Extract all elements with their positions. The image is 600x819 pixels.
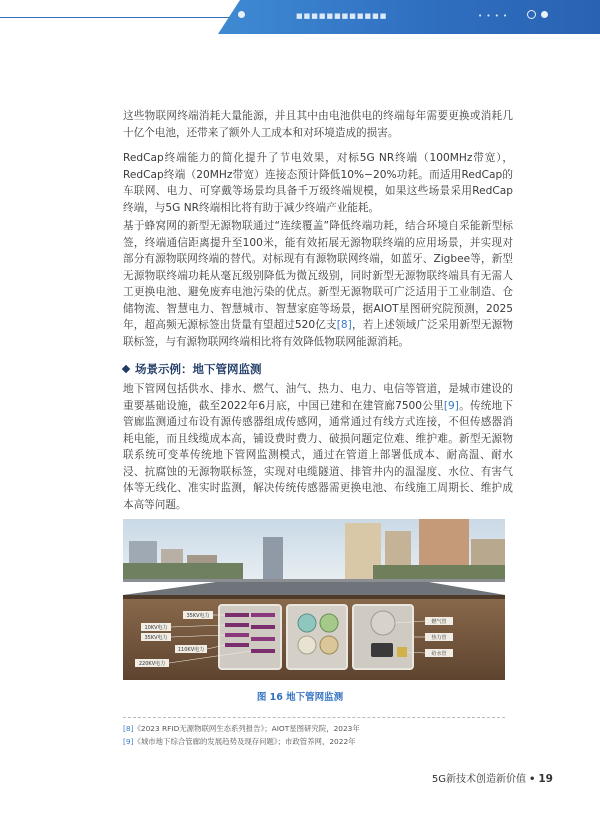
footer-title: 5G新技术创造新价值 xyxy=(431,774,526,785)
trees xyxy=(373,565,505,581)
pipe xyxy=(298,636,316,654)
section-heading-text: 场景示例：地下管网监测 xyxy=(135,362,262,376)
label-35kv-top: 35KV电力 xyxy=(186,613,210,619)
label-water: 给水管 xyxy=(431,651,447,657)
paragraph-3 xyxy=(123,218,513,350)
pipe xyxy=(320,636,338,654)
road xyxy=(123,581,505,595)
header-circle-icon xyxy=(541,11,548,18)
footnote-text: 《城市地下综合管廊的发展趋势及现存问题》；市政管养网，2022年 xyxy=(133,737,356,746)
header-dots-right: • • • • xyxy=(478,12,509,20)
page-footer xyxy=(432,770,553,785)
tunnel-chamber-2 xyxy=(287,605,347,669)
footnote-number: [9] xyxy=(123,737,134,746)
paragraph-3-text: 基于蜂窝网的新型无源物联通过“连续覆盖”降低终端功耗，结合环境自采能新型标签，终端通信距离提升至100米，能有效拓展无源物联终端的应用场景，并实现对部分有源物联网终端的替代。对标现有有源物联网终端，如蓝牙、Zigbee等，新型无源物联终端功耗从毫瓦级别降低为微瓦级别，同时新型无源物联终端具有无需人工更换电池、避免废弃电池污染的优点。新型无源物联可广泛适用于工业制造、仓储物流、智慧电力、智慧城市、智慧家庭等场景，据AIOT星图研究院预测，2025年，超高频无源标签出货量有望超过520亿支 xyxy=(123,220,513,331)
header-ring-icon xyxy=(527,10,536,19)
building xyxy=(263,537,283,581)
paragraph-3-text-end: ，若上述领域广泛采用新型无源物联标签，与有源物联网终端相比将有效降低物联网能源消耗。 xyxy=(123,319,513,348)
header-circle-icon xyxy=(238,11,245,18)
figure-caption: 图 16 地下管网监测 xyxy=(256,692,344,703)
trees xyxy=(123,563,243,581)
paragraph-2: RedCap终端能力的简化提升了节电效果，对标5G NR终端（100MHz带宽），RedCap终端（20MHz带宽）连接态预计降低10%−20%功耗。而适用RedCap的车联网、电力、可穿戴等场景均具备千万级终端规模，如果这些场景采用RedCap终端，与5G NR终端相比将有助于减少终端产业能耗。 xyxy=(123,152,513,214)
sensor-box xyxy=(397,647,407,657)
citation-9[interactable]: [9] xyxy=(443,399,459,412)
soil-top xyxy=(123,595,505,599)
paragraph-1: 这些物联网终端消耗大量能源，并且其中由电池供电的终端每年需要更换或消耗几十亿个电池，还带来了额外人工成本和对环境造成的损害。 xyxy=(123,110,513,139)
header-dots-left: ■■■■■■■■■■■■ xyxy=(296,12,388,20)
label-gas: 燃气管 xyxy=(431,619,447,625)
footnote-divider xyxy=(123,717,505,718)
paragraph-4-text-end: 。传统地下管廊监测通过布设有源传感器组成传感网，通常通过有线方式连接，不但传感器消耗电能，而且线缆成本高，铺设费时费力、破损问题定位难、维护难。新型无源物联系统可变革传统地下管网监测模式，通过在管道上部署低成本、耐高温、耐水浸、抗腐蚀的无源物联标签，实现对电缆隧道、排管井内的温湿度、水位、有害气体等无线化、准实时监测，解决传统传感器需更换电池、布线施工周期长、维护成本高等问题。 xyxy=(123,399,513,511)
pipe xyxy=(298,614,316,632)
paragraph-4-text: 地下管网包括供水、排水、燃气、油气、热力、电力、电信等管道，是城市建设的重要基础设施，截至2022年6月底，中国已建和在建管廊7500公里 xyxy=(123,383,513,412)
paragraph-4 xyxy=(123,381,513,513)
pipe xyxy=(320,614,338,632)
footnote-9 xyxy=(123,736,356,747)
label-35kv-mid: 35KV电力 xyxy=(144,635,168,641)
diamond-bullet-icon xyxy=(122,365,130,373)
citation-8[interactable]: [8] xyxy=(336,319,352,331)
label-10kv: 10KV电力 xyxy=(144,625,168,631)
figure-illustration xyxy=(123,519,505,680)
footnote-text: 《2023 RFID无源物联网生态系列报告》；AIOT星图研究院，2023年 xyxy=(133,724,360,733)
page-number: 19 xyxy=(538,773,553,785)
inspection-robot xyxy=(371,643,393,657)
label-heat: 热力管 xyxy=(431,635,447,641)
road-edge xyxy=(123,579,505,582)
label-110kv: 110KV电力 xyxy=(177,647,205,653)
footnote-number: [8] xyxy=(123,724,134,733)
label-220kv: 220KV电力 xyxy=(138,661,166,667)
footnote-8 xyxy=(123,723,360,734)
figure-underground-pipe xyxy=(123,519,505,680)
footer-bullet: • xyxy=(528,774,536,785)
gas-pipe xyxy=(371,611,395,635)
section-heading xyxy=(123,361,262,377)
